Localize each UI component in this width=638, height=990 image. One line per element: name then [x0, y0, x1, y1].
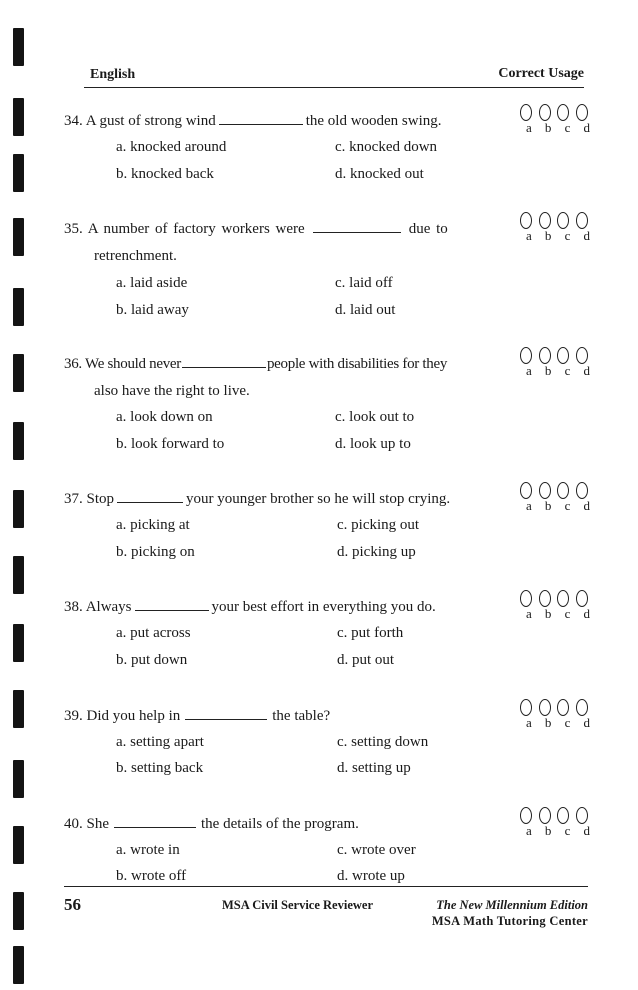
choice-b: b. put down	[116, 652, 188, 668]
page-number: 56	[64, 895, 81, 914]
question-stem-after: due to	[408, 221, 448, 237]
bubble-letter: c	[564, 228, 571, 243]
bubble-letter: b	[544, 120, 552, 135]
answer-blank	[117, 488, 183, 503]
question-text	[64, 705, 330, 726]
bubble-letter: d	[583, 715, 590, 730]
question-text	[64, 353, 447, 374]
choice-d: d. look up to	[335, 436, 411, 452]
binder-hole	[13, 154, 24, 192]
bubble-letter: b	[544, 228, 552, 243]
question-stem-before: She	[86, 816, 109, 832]
bubble-letter: c	[564, 120, 571, 135]
question-stem-before: We should never	[85, 356, 181, 372]
bubble-a[interactable]	[520, 807, 532, 824]
question-stem-after: people with disabilities for they	[266, 356, 448, 372]
bubble-letter: d	[583, 228, 590, 243]
binder-hole	[13, 690, 24, 728]
question-text	[64, 218, 448, 239]
answer-blank	[135, 596, 209, 611]
bubble-a[interactable]	[520, 590, 532, 607]
binder-hole	[13, 218, 24, 256]
bubble-d[interactable]	[576, 807, 588, 824]
choice-c: c. laid off	[335, 275, 393, 291]
answer-bubbles	[520, 482, 588, 518]
footer-rule	[64, 886, 588, 887]
binder-hole	[13, 946, 24, 984]
answer-bubbles	[520, 699, 588, 735]
bubble-letter: d	[583, 606, 590, 621]
question-number: 35.	[64, 221, 83, 237]
choice-b: b. wrote off	[116, 868, 187, 884]
binder-hole	[13, 826, 24, 864]
bubble-letter: b	[544, 363, 552, 378]
choice-a: a. picking at	[116, 517, 190, 533]
binder-holes	[13, 18, 25, 984]
choice-d: d. laid out	[335, 302, 396, 318]
question-stem-after: the old wooden swing.	[305, 113, 442, 129]
question-stem-before: A gust of strong wind	[85, 113, 216, 129]
answer-bubbles	[520, 104, 588, 140]
answer-bubbles	[520, 347, 588, 383]
choice-d: d. put out	[337, 652, 395, 668]
choice-b: b. look forward to	[116, 436, 225, 452]
bubble-letter: d	[583, 823, 590, 838]
question-number: 36.	[64, 356, 82, 372]
choice-d: d. picking up	[337, 544, 416, 560]
bubble-letter: a	[526, 228, 532, 243]
question-number: 40.	[64, 816, 83, 832]
bubble-letter: b	[544, 823, 552, 838]
answer-blank	[182, 353, 266, 368]
bubble-letter: b	[544, 715, 552, 730]
bubble-d[interactable]	[576, 699, 588, 716]
bubble-d[interactable]	[576, 212, 588, 229]
bubble-c[interactable]	[557, 699, 569, 716]
bubble-letter: a	[526, 715, 532, 730]
binder-hole	[13, 288, 24, 326]
bubble-c[interactable]	[557, 590, 569, 607]
answer-bubbles	[520, 212, 588, 248]
bubble-d[interactable]	[576, 482, 588, 499]
bubble-letter: a	[526, 823, 532, 838]
bubble-letter: d	[583, 363, 590, 378]
answer-bubbles	[520, 807, 588, 843]
question-text-line2: also have the right to live.	[94, 383, 250, 399]
question-number: 38.	[64, 599, 83, 615]
choice-a: a. wrote in	[116, 842, 180, 858]
bubble-letter: c	[564, 823, 571, 838]
binder-hole	[13, 760, 24, 798]
answer-blank	[185, 705, 267, 720]
bubble-b[interactable]	[539, 590, 551, 607]
answer-blank	[114, 813, 196, 828]
binder-hole	[13, 354, 24, 392]
question-stem-before: Did you help in	[86, 708, 181, 724]
question-text-line2: retrenchment.	[94, 248, 177, 264]
subject-label: English	[90, 67, 136, 82]
bubble-c[interactable]	[557, 212, 569, 229]
header-rule	[84, 87, 584, 88]
question-number: 39.	[64, 708, 83, 724]
question-text	[64, 596, 436, 617]
bubble-letter: a	[526, 363, 532, 378]
choice-a: a. laid aside	[116, 275, 188, 291]
bubble-b[interactable]	[539, 212, 551, 229]
bubble-a[interactable]	[520, 212, 532, 229]
binder-hole	[13, 490, 24, 528]
binder-hole	[13, 28, 24, 66]
question-stem-before: A number of factory workers were	[87, 221, 305, 237]
choice-b: b. laid away	[116, 302, 189, 318]
bubble-b[interactable]	[539, 347, 551, 364]
bubble-letter: c	[564, 715, 571, 730]
question-stem-after: your best effort in everything you do.	[211, 599, 436, 615]
bubble-b[interactable]	[539, 699, 551, 716]
binder-hole	[13, 98, 24, 136]
binder-hole	[13, 556, 24, 594]
choice-c: c. look out to	[335, 409, 415, 425]
binder-hole	[13, 892, 24, 930]
answer-blank	[219, 110, 303, 125]
binder-hole	[13, 422, 24, 460]
bubble-a[interactable]	[520, 347, 532, 364]
book-title: MSA Civil Service Reviewer	[222, 898, 373, 912]
publisher-label: MSA Math Tutoring Center	[431, 914, 588, 928]
edition-label: The New Millennium Edition	[436, 898, 588, 912]
page-footer	[64, 886, 588, 936]
bubble-letter: a	[526, 606, 532, 621]
bubble-letter: b	[544, 498, 552, 513]
section-label: Correct Usage	[498, 66, 584, 81]
bubble-letter: d	[583, 498, 590, 513]
question-text	[64, 813, 359, 834]
bubble-b[interactable]	[539, 482, 551, 499]
bubble-b[interactable]	[539, 104, 551, 121]
choice-a: a. put across	[116, 625, 191, 641]
bubble-letter: b	[544, 606, 552, 621]
question-stem-before: Stop	[86, 491, 115, 507]
question-stem-before: Always	[85, 599, 132, 615]
page-header	[84, 64, 584, 86]
question-stem-after: your younger brother so he will stop crying.	[186, 491, 451, 507]
choice-c: c. wrote over	[337, 842, 416, 858]
choice-c: c. setting down	[337, 734, 429, 750]
binder-hole	[13, 624, 24, 662]
bubble-letter: c	[564, 606, 571, 621]
bubble-a[interactable]	[520, 699, 532, 716]
answer-bubbles	[520, 590, 588, 626]
choice-a: a. look down on	[116, 409, 213, 425]
bubble-c[interactable]	[557, 482, 569, 499]
choice-d: d. setting up	[337, 760, 411, 776]
choice-a: a. knocked around	[116, 139, 227, 155]
answer-blank	[313, 218, 401, 233]
bubble-c[interactable]	[557, 807, 569, 824]
choice-b: b. knocked back	[116, 166, 214, 182]
choice-a: a. setting apart	[116, 734, 204, 750]
bubble-b[interactable]	[539, 807, 551, 824]
question-stem-after: the table?	[272, 708, 331, 724]
choice-c: c. picking out	[337, 517, 420, 533]
question-number: 37.	[64, 491, 83, 507]
choice-c: c. put forth	[337, 625, 404, 641]
choice-d: d. wrote up	[337, 868, 405, 884]
question-number: 34.	[64, 113, 83, 129]
question-text	[64, 488, 450, 509]
choice-c: c. knocked down	[335, 139, 438, 155]
bubble-c[interactable]	[557, 347, 569, 364]
bubble-letter: a	[526, 498, 532, 513]
bubble-d[interactable]	[576, 104, 588, 121]
bubble-a[interactable]	[520, 482, 532, 499]
choice-b: b. picking on	[116, 544, 195, 560]
bubble-d[interactable]	[576, 347, 588, 364]
bubble-d[interactable]	[576, 590, 588, 607]
bubble-letter: c	[564, 363, 571, 378]
bubble-letter: d	[583, 120, 590, 135]
bubble-c[interactable]	[557, 104, 569, 121]
bubble-letter: c	[564, 498, 571, 513]
choice-b: b. setting back	[116, 760, 204, 776]
bubble-a[interactable]	[520, 104, 532, 121]
question-text	[64, 110, 442, 131]
question-stem-after: the details of the program.	[201, 816, 359, 832]
choice-d: d. knocked out	[335, 166, 424, 182]
bubble-letter: a	[526, 120, 532, 135]
